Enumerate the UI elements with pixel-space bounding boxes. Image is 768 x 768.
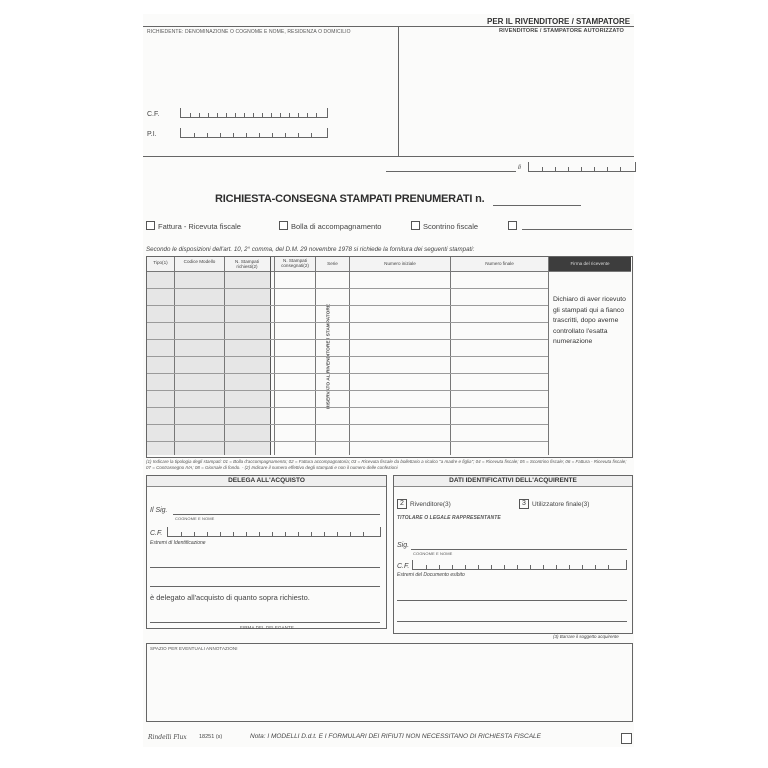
col-header-richiesti: N. Stampati richiesti(2) bbox=[235, 259, 259, 269]
table-row[interactable] bbox=[147, 288, 548, 289]
footer-checkbox[interactable] bbox=[621, 733, 632, 744]
date-prefix: li bbox=[518, 164, 521, 171]
delega-signature-label: FIRMA DEL DELEGANTE bbox=[240, 625, 294, 630]
table-footnote: (1) Indicare la tipologia degli stampati: 01 = Bolla d'accompagnamento; 02 = Fattura accompagnatoria; 03 = Ricevuta fiscale da bollettario a ricalco "a madre e figlia"; 04 = Ricevuta fiscale; 05 = Scontrino fiscale; 06 = Fattura - Ricevuta fiscale; 07 = Contrassegno IVA; 08 = Giornale di fondo. - (2) Indicare il numero effettivo degli stampati e non il numero delle confezioni bbox=[146, 459, 627, 470]
option-scontrino-checkbox[interactable] bbox=[411, 221, 420, 230]
delega-cf-label: C.F. bbox=[150, 530, 163, 537]
option-fattura-checkbox[interactable] bbox=[146, 221, 155, 230]
buyer-name-line[interactable] bbox=[411, 549, 627, 550]
header-title: PER IL RIVENDITORE / STAMPATORE bbox=[487, 17, 631, 26]
buyer-sig-sub: COGNOME E NOME bbox=[413, 551, 453, 556]
col-divider bbox=[548, 257, 549, 455]
notes-label: SPAZIO PER EVENTUALI ANNOTAZIONI bbox=[150, 646, 238, 651]
footer-brand: Rindelli Flux bbox=[148, 734, 187, 741]
delega-box bbox=[146, 475, 387, 629]
option-other-checkbox[interactable] bbox=[508, 221, 517, 230]
col-header-consegnati: N. Stampati consegnati(2) bbox=[281, 258, 309, 268]
option-scontrino-label: Scontrino fiscale bbox=[423, 222, 479, 231]
footer-code: 18251 (s) bbox=[199, 734, 223, 740]
buyer-reseller-label: Rivenditore(3) bbox=[410, 501, 451, 508]
date-field[interactable] bbox=[528, 162, 636, 172]
col-header-tipo: Tipo(1) bbox=[153, 260, 168, 265]
place-line[interactable] bbox=[386, 171, 516, 172]
delega-cf-field[interactable] bbox=[167, 527, 381, 537]
footer-note: Nota: I MODELLI D.d.t. E I FORMULARI DEI RIFIUTI NON NECESSITANO DI RICHIESTA FISCALE bbox=[250, 733, 541, 740]
top-rule bbox=[143, 26, 634, 27]
delega-delegated-text: è delegato all'acquisto di quanto sopra richiesto. bbox=[150, 593, 310, 602]
table-row[interactable] bbox=[147, 373, 548, 374]
delega-id-line-1[interactable] bbox=[150, 567, 380, 568]
table-row[interactable] bbox=[147, 441, 548, 442]
col-header-numero-finale: Numero finale bbox=[485, 261, 514, 266]
buyer-sig-label: Sig. bbox=[397, 542, 410, 549]
buyer-doc-line-2[interactable] bbox=[397, 621, 627, 622]
col-header-codice: Codice Modello bbox=[183, 259, 216, 264]
delega-name-line[interactable] bbox=[173, 514, 380, 515]
option-bolla-checkbox[interactable] bbox=[279, 221, 288, 230]
form-number-line[interactable] bbox=[493, 205, 581, 206]
buyer-doc-label: Estremi del Documento esibito bbox=[397, 572, 465, 578]
buyer-cf-label: C.F. bbox=[397, 563, 410, 570]
table-row[interactable] bbox=[147, 322, 548, 323]
notes-box[interactable] bbox=[146, 643, 633, 722]
buyer-cf-field[interactable] bbox=[412, 560, 627, 570]
pi-label: P.I. bbox=[147, 131, 157, 138]
col-header-firma: Firma del ricevente bbox=[570, 261, 610, 266]
table-row[interactable] bbox=[147, 339, 548, 340]
delega-id-line-2[interactable] bbox=[150, 586, 380, 587]
delega-sig-sub: COGNOME E NOME bbox=[175, 516, 215, 521]
header-divider bbox=[398, 26, 399, 156]
buyer-reseller-checkbox[interactable]: 2 bbox=[397, 499, 407, 509]
cf-label: C.F. bbox=[147, 111, 160, 118]
buyer-doc-line-1[interactable] bbox=[397, 600, 627, 601]
intro-text: Secondo le disposizioni dell'art. 10, 2° comma, del D.M. 29 novembre 1978 si richiede la fornitura dei seguenti stampati: bbox=[146, 246, 475, 253]
col-header-numero-iniziale: Numero iniziale bbox=[384, 261, 416, 266]
form-sheet bbox=[143, 14, 634, 747]
header-bottom-rule bbox=[143, 156, 634, 157]
buyer-enduser-checkbox[interactable]: 3 bbox=[519, 499, 529, 509]
delega-title: DELEGA ALL'ACQUISTO bbox=[147, 476, 386, 487]
pi-field[interactable] bbox=[180, 128, 328, 138]
left-columns-shade bbox=[147, 271, 270, 455]
table-row[interactable] bbox=[147, 424, 548, 425]
col-header-serie: Serie bbox=[327, 261, 338, 266]
delega-signature-line[interactable] bbox=[150, 622, 380, 623]
option-other-line[interactable] bbox=[522, 229, 632, 230]
buyer-footnote: (3) Barrare il soggetto acquirente bbox=[553, 634, 619, 639]
table-row[interactable] bbox=[147, 305, 548, 306]
table-row[interactable] bbox=[147, 407, 548, 408]
receipt-declaration: Dichiaro di aver ricevuto gli stampati qui a fianco trascritti, dopo averne controllato l'esatta numerazione bbox=[553, 296, 626, 345]
delega-id-label: Estremi di Identificazione bbox=[150, 540, 206, 546]
header-subtitle: RIVENDITORE / STAMPATORE AUTORIZZATO bbox=[499, 28, 625, 34]
table-row[interactable] bbox=[147, 390, 548, 391]
cf-field[interactable] bbox=[180, 108, 328, 118]
buyer-enduser-label: Utilizzatore finale(3) bbox=[532, 501, 590, 508]
table-row[interactable] bbox=[147, 356, 548, 357]
requester-label: RICHIEDENTE: DENOMINAZIONE O COGNOME E NOME, RESIDENZA O DOMICILIO bbox=[147, 29, 351, 35]
buyer-holder-label: TITOLARE O LEGALE RAPPRESENTANTE bbox=[397, 515, 501, 521]
form-title: RICHIESTA-CONSEGNA STAMPATI PRENUMERATI n. bbox=[215, 193, 485, 205]
delega-sig-label: Il Sig. bbox=[150, 507, 168, 514]
option-bolla-label: Bolla di accompagnamento bbox=[291, 222, 382, 231]
option-fattura-label: Fattura - Ricevuta fiscale bbox=[158, 222, 241, 231]
buyer-title: DATI IDENTIFICATIVI DELL'ACQUIRENTE bbox=[394, 476, 632, 487]
